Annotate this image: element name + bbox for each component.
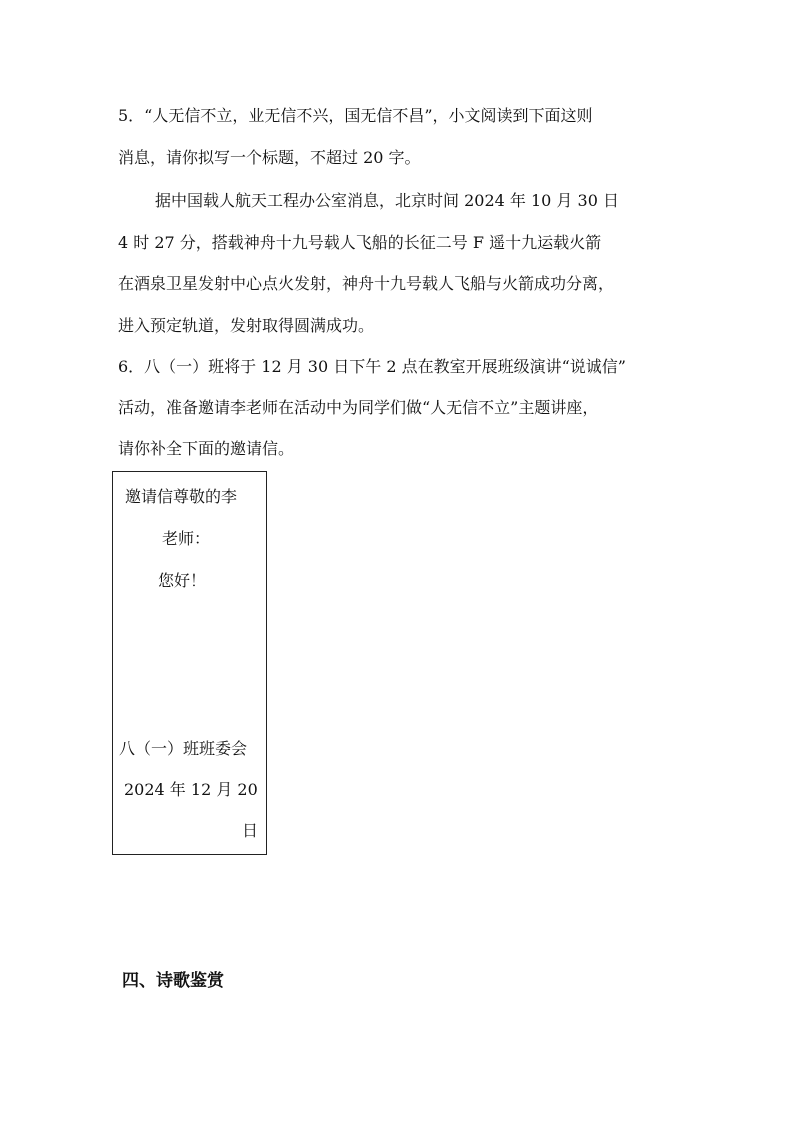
invitation-line-1: 邀请信尊敬的李	[125, 487, 238, 506]
invitation-date-day: 日	[242, 821, 259, 840]
invitation-signature: 八（一）班班委会	[119, 739, 248, 758]
news-line-3: 在酒泉卫星发射中心点火发射，神舟十九号载人飞船与火箭成功分离，	[118, 274, 615, 293]
news-line-2: 4 时 27 分，搭载神舟十九号载人飞船的长征二号 F 遥十九运载火箭	[118, 233, 602, 252]
invitation-greeting: 您好！	[158, 571, 207, 590]
q5-line-1: 5．“人无信不立，业无信不兴，国无信不昌”，小文阅读到下面这则	[118, 106, 593, 125]
invitation-line-2: 老师：	[162, 529, 211, 548]
q6-line-2: 活动，准备邀请李老师在活动中为同学们做“人无信不立”主题讲座，	[118, 398, 599, 417]
invitation-date: 2024 年 12 月 20	[124, 780, 258, 799]
q6-line-1: 6．八（一）班将于 12 月 30 日下午 2 点在教室开展班级演讲“说诚信”	[118, 357, 626, 376]
section-heading: 四、诗歌鉴赏	[122, 971, 224, 991]
invitation-box	[112, 471, 267, 855]
news-line-1: 据中国载人航天工程办公室消息，北京时间 2024 年 10 月 30 日	[155, 191, 619, 210]
q6-line-3: 请你补全下面的邀请信。	[118, 439, 295, 458]
q5-line-2: 消息，请你拟写一个标题，不超过 20 字。	[118, 148, 421, 167]
news-line-4: 进入预定轨道，发射取得圆满成功。	[118, 316, 375, 335]
